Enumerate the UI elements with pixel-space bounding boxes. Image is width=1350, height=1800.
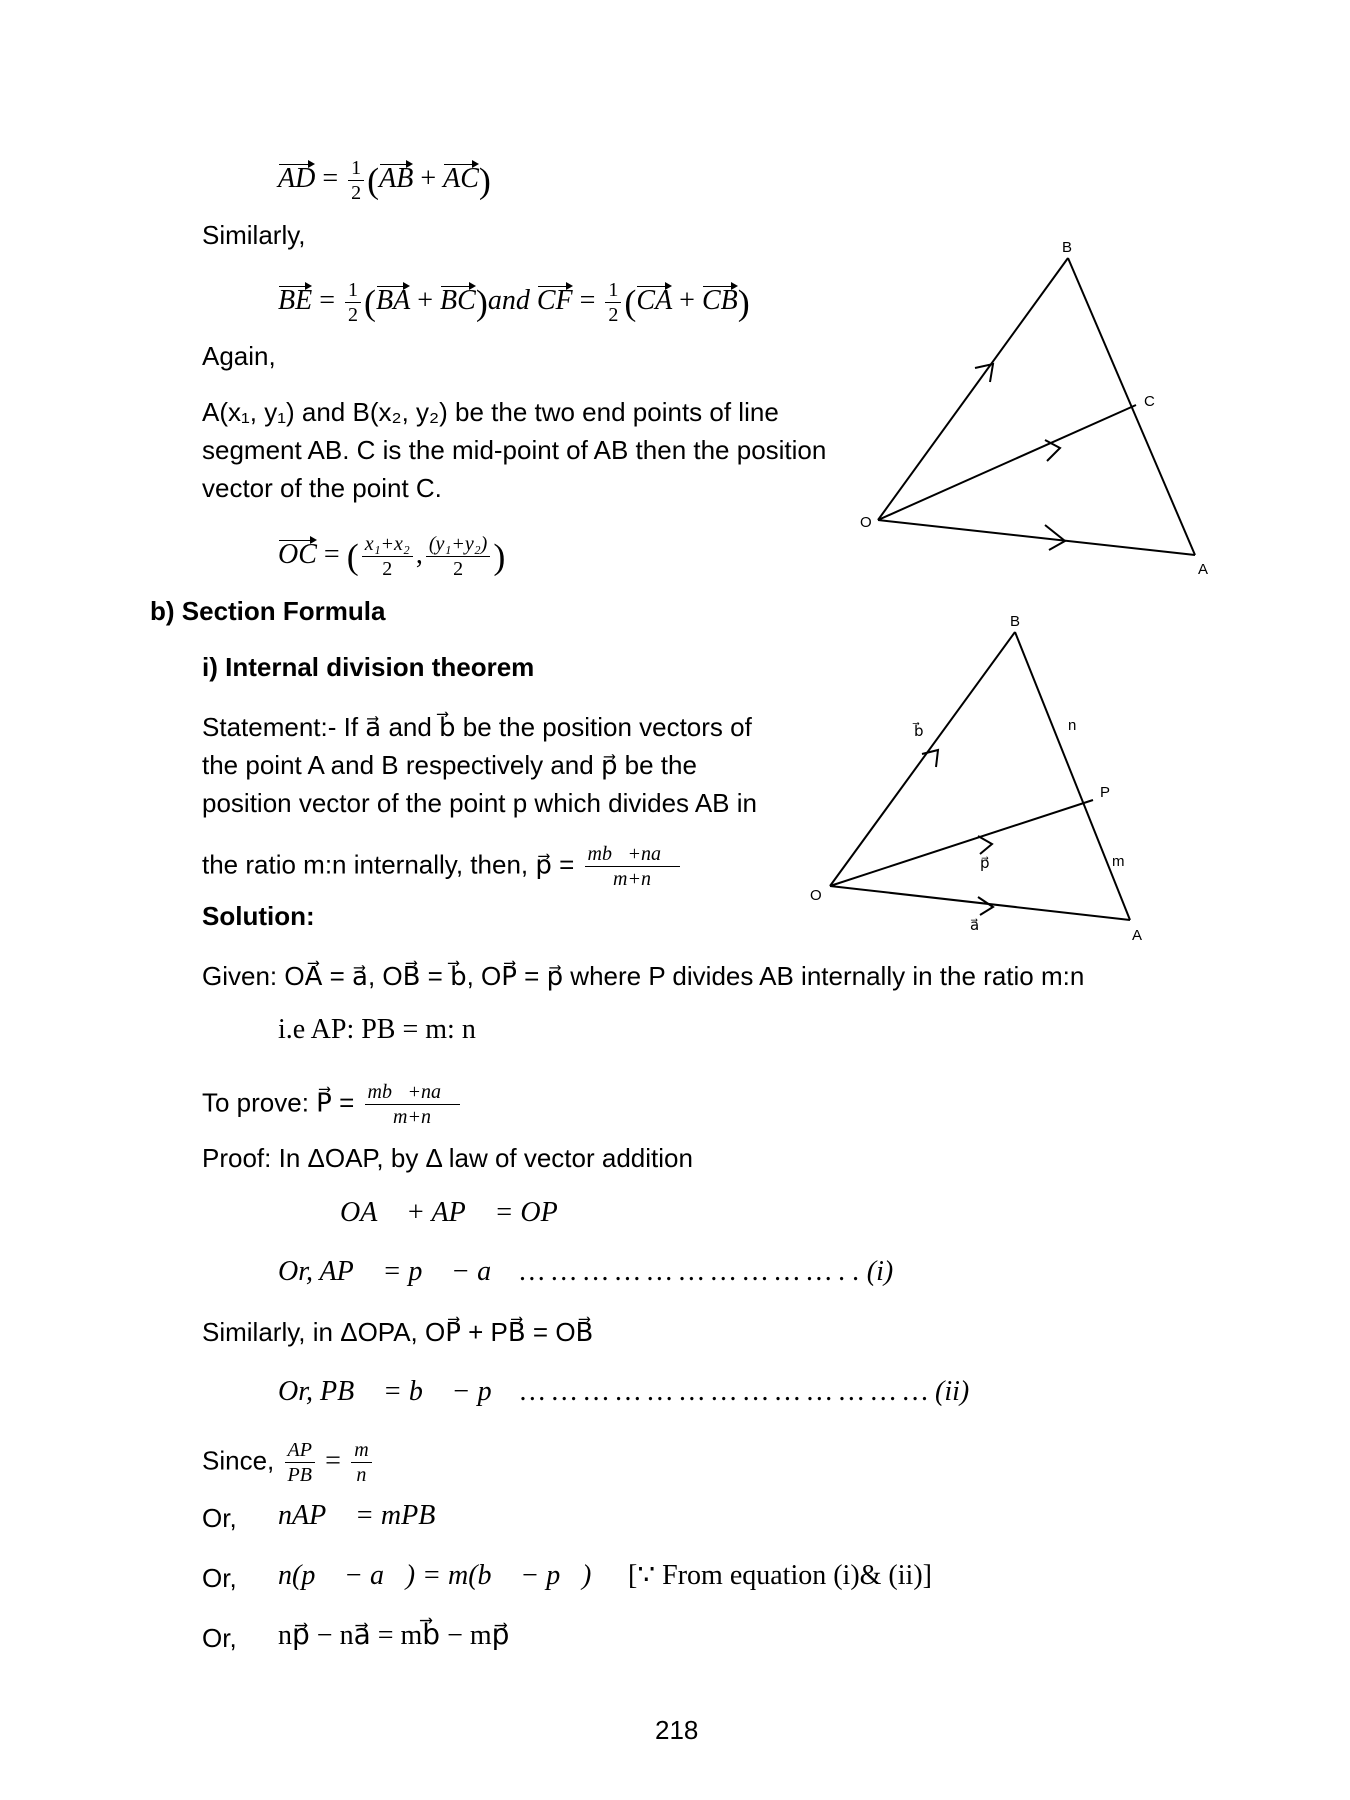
heading-internal-division: i) Internal division theorem <box>202 652 535 682</box>
text-since: Since, $\frac{AP}{PB}$ = $\frac{m}{n}$ <box>202 1438 375 1487</box>
arrow-op <box>978 836 992 854</box>
line-oc <box>878 405 1136 520</box>
label-b-vector: b⃗ <box>914 723 924 740</box>
label-a-vector: a⃗ <box>970 917 980 934</box>
equation-n-m: n(p⃗ − a⃗) = m(b⃗ − p⃗) <box>278 1560 592 1591</box>
paragraph-midpoint-2: segment AB. C is the mid-point of AB then the position <box>202 435 827 465</box>
text-because: [∵ From equation (i)& (ii)] <box>628 1560 932 1591</box>
label-c: C <box>1144 393 1155 410</box>
equation-nap-mpb: nAP⃗ = mPB⃗ <box>278 1500 458 1531</box>
equation-ad: AD = $\frac{1}{2}$ (AB + AC) <box>278 157 491 204</box>
figure-internal-division <box>810 610 1180 950</box>
heading-section-formula: b) Section Formula <box>150 596 386 626</box>
label-n: n <box>1068 717 1077 734</box>
label-o: O <box>860 514 872 531</box>
label-b: B <box>1062 239 1073 256</box>
label-m: m <box>1112 853 1125 870</box>
label-a: A <box>1132 927 1143 944</box>
line-oa <box>878 520 1195 555</box>
text-ie: i.e AP: PB = m: n <box>278 1014 476 1045</box>
text-to-prove: To prove: P⃗ = $\frac{mb⃗+na⃗}{m+n}$ <box>202 1080 463 1129</box>
equation-be-cf: BE = $\frac{1}{2}$ (BA + BC)and CF = $\frac{1}{2}$ (CA + CB) <box>278 279 750 326</box>
text-similarly: Similarly, <box>202 220 306 250</box>
text-similarly-opa: Similarly, in ΔOPA, OP⃗ + PB⃗ = OB⃗ <box>202 1317 594 1347</box>
text-or-3: Or, <box>202 1623 237 1653</box>
statement-line-4: the ratio m:n internally, then, p⃗ = $\frac{mb⃗+na⃗}{m+n}$ <box>202 842 683 891</box>
vector-ab: AB <box>379 162 414 194</box>
label-o: O <box>810 887 822 904</box>
arrow-ob <box>922 750 938 767</box>
line-op <box>830 800 1093 886</box>
figure-triangle-midpoint <box>850 230 1230 590</box>
text-given: Given: OA⃗ = a⃗, OB⃗ = b⃗, OP⃗ = p⃗ where P divides AB internally in the ratio m:n <box>202 961 1085 991</box>
label-a: A <box>1198 561 1209 578</box>
vector-ac: AC <box>443 162 479 194</box>
label-p: P <box>1100 784 1111 801</box>
heading-solution: Solution: <box>202 901 315 931</box>
page-number: 218 <box>655 1715 699 1745</box>
statement-line-3: position vector of the point p which divides AB in <box>202 788 757 818</box>
label-b: B <box>1010 613 1021 630</box>
arrow-oa <box>1045 525 1065 550</box>
paragraph-midpoint-3: vector of the point C. <box>202 473 442 503</box>
line-ob <box>878 258 1068 520</box>
label-p-vector: p⃗ <box>980 855 990 872</box>
text-or-2: Or, <box>202 1563 237 1593</box>
text-or-1: Or, <box>202 1503 237 1533</box>
vector-ad: AD <box>278 162 316 194</box>
fraction-half: $\frac{1}{2}$ <box>348 156 364 205</box>
statement-line-1: Statement:- If a⃗ and b⃗ be the position vectors of <box>202 712 752 742</box>
equation-oa-ap-op: OA⃗ + AP⃗ = OP⃗ <box>340 1197 580 1228</box>
arrow-oc <box>1045 440 1060 461</box>
line-ba <box>1015 632 1130 920</box>
statement-line-2: the point A and B respectively and p⃗ be the <box>202 750 697 780</box>
equation-i: Or, AP⃗ = p⃗ − a⃗ … … … … … … … … … … . . (i) <box>278 1256 894 1287</box>
fraction-p: $\frac{mb⃗+na⃗}{m+n}$ <box>585 842 680 891</box>
text-proof: Proof: In ΔOAP, by Δ law of vector addition <box>202 1143 693 1173</box>
arrow-oa <box>978 897 993 915</box>
paragraph-midpoint-1: A(x₁, y₁) and B(x₂, y₂) be the two end points of line <box>202 397 779 427</box>
equation-oc: OC = ( $\frac{\text{x₁+x₂}}{2}$ , $\frac{\text{(y₁+y₂)}}{2}$ ) <box>278 533 506 580</box>
equation-last: np⃗ − na⃗ = mb⃗ − mp⃗ <box>278 1620 510 1651</box>
text-again: Again, <box>202 341 276 371</box>
equation-ii: Or, PB⃗ = b⃗ − p⃗ … … … … … … … … … … … … … (ii) <box>278 1376 970 1407</box>
